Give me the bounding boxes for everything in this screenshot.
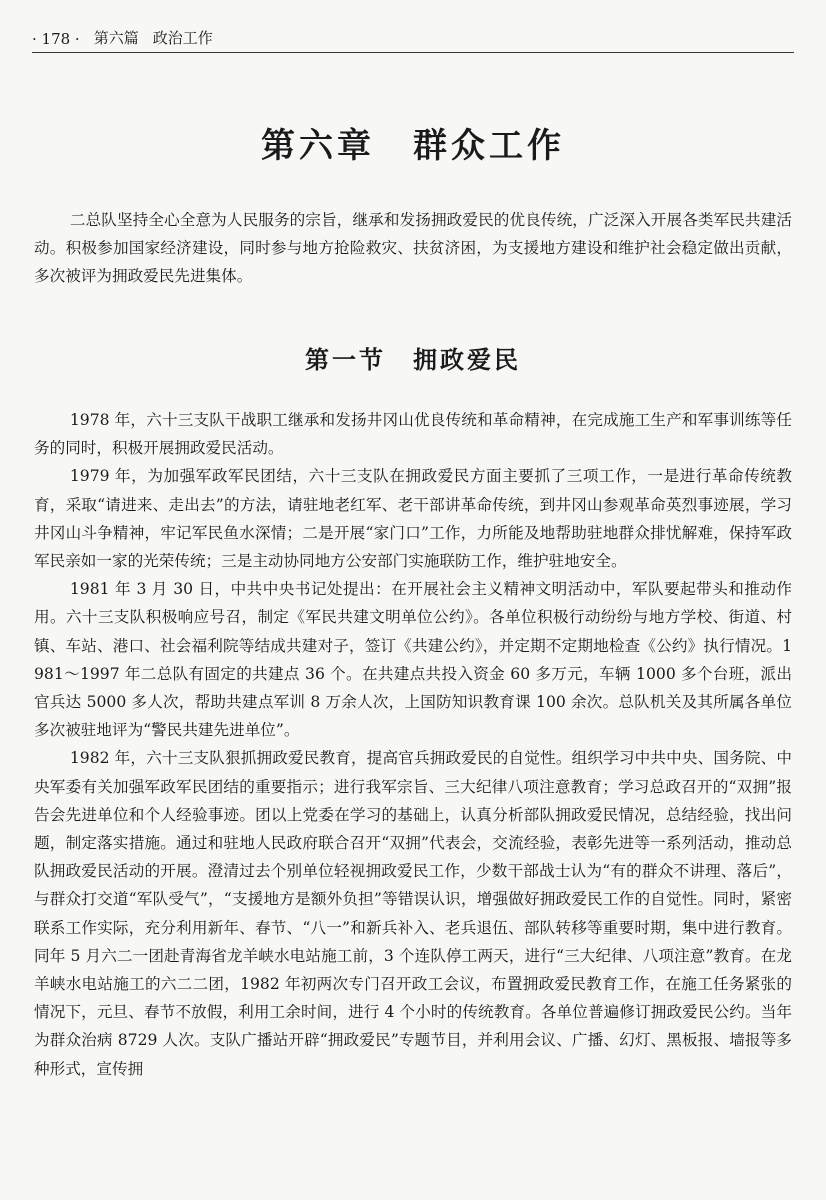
intro-paragraph: 二总队坚持全心全意为人民服务的宗旨，继承和发扬拥政爱民的优良传统，广泛深入开展各类军民共建活动。积极参加国家经济建设，同时参与地方抢险救灾、扶贫济困，为支援地方建设和维护社会稳定做出贡献，多次被评为拥政爱民先进集体。	[34, 211, 792, 286]
running-header	[32, 18, 794, 53]
page-number: · 178 ·	[32, 30, 80, 48]
part-label: 第六篇	[93, 29, 139, 47]
section-body	[34, 406, 792, 1083]
part-title: 政治工作	[152, 29, 213, 47]
body-paragraph: 1982 年，六十三支队狠抓拥政爱民教育，提高官兵拥政爱民的自觉性。组织学习中共中央、国务院、中央军委有关加强军政军民团结的重要指示；进行我军宗旨、三大纪律八项注意教育；学习总政召开的“双拥”报告会先进单位和个人经验事迹。团以上党委在学习的基础上，认真分析部队拥政爱民情况，总结经验，找出问题，制定落实措施。通过和驻地人民政府联合召开“双拥”代表会，交流经验，表彰先进等一系列活动，推动总队拥政爱民活动的开展。澄清过去个别单位轻视拥政爱民工作，少数干部战士认为“有的群众不讲理、落后”，与群众打交道“军队受气”，“支援地方是额外负担”等错误认识，增强做好拥政爱民工作的自觉性。同时，紧密联系工作实际，充分利用新年、春节、“八一”和新兵补入、老兵退伍、部队转移等重要时期，集中进行教育。同年 5 月六二一团赴青海省龙羊峡水电站施工前，3 个连队停工两天，进行“三大纪律、八项注意”教育。在龙羊峡水电站施工的六二二团，1982 年初两次专门召开政工会议，布置拥政爱民教育工作，在施工任务紧张的情况下，元旦、春节不放假，利用工余时间，进行 4 个小时的传统教育。各单位普遍修订拥政爱民公约。当年为群众治病 8729 人次。支队广播站开辟“拥政爱民”专题节目，并利用会议、广播、幻灯、黑板报、墙报等多种形式，宣传拥	[34, 749, 792, 1078]
chapter-intro	[34, 206, 792, 291]
body-paragraph: 1979 年，为加强军政军民团结，六十三支队在拥政爱民方面主要抓了三项工作，一是进行革命传统教育，采取“请进来、走出去”的方法，请驻地老红军、老干部讲革命传统，到井冈山参观革命英烈事迹展，学习井冈山斗争精神，牢记军民鱼水深情；二是开展“家门口”工作，力所能及地帮助驻地群众排忧解难，保持军政军民亲如一家的光荣传统；三是主动协同地方公安部门实施联防工作，维护驻地安全。	[34, 467, 792, 571]
chapter-title: 第六章 群众工作	[261, 126, 565, 166]
body-paragraph: 1978 年，六十三支队干战职工继承和发扬井冈山优良传统和革命精神，在完成施工生产和军事训练等任务的同时，积极开展拥政爱民活动。	[34, 411, 792, 458]
body-paragraph: 1981 年 3 月 30 日，中共中央书记处提出：在开展社会主义精神文明活动中，军队要起带头和推动作用。六十三支队积极响应号召，制定《军民共建文明单位公约》。各单位积极行动纷纷与地方学校、街道、村镇、车站、港口、社会福利院等结成共建对子，签订《共建公约》，并定期不定期地检查《公约》执行情况。1981～1997 年二总队有固定的共建点 36 个。在共建点共投入资金 60 多万元，车辆 1000 多个台班，派出官兵达 5000 多人次，帮助共建点军训 8 万余人次，上国防知识教育课 100 余次。总队机关及其所属各单位多次被驻地评为“警民共建先进单位”。	[34, 580, 792, 740]
section-title: 第一节 拥政爱民	[305, 346, 521, 374]
